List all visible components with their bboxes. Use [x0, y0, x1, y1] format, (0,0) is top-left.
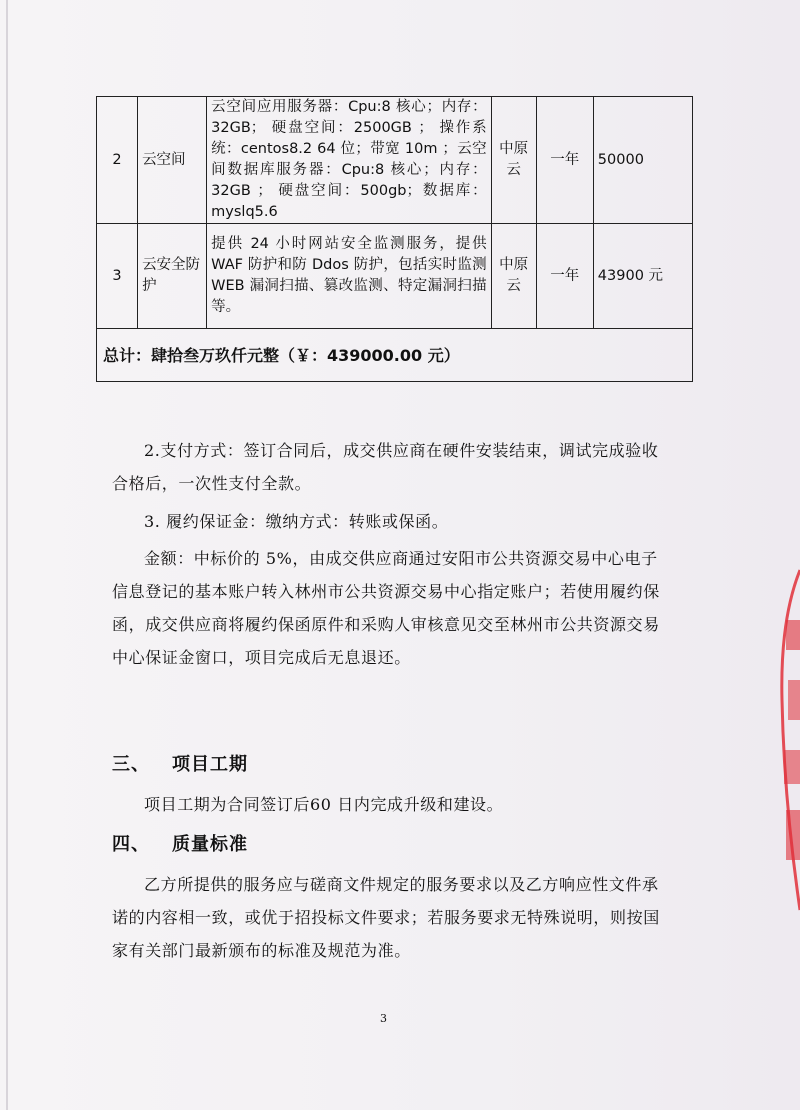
section-heading-quality [112, 830, 248, 856]
table-total-row [97, 329, 693, 382]
guarantee-amount-paragraph: 金额：中标价的 5%，由成交供应商通过安阳市公共资源交易中心电子信息登记的基本账户转入林州市公共资源交易中心指定账户；若使用履约保函，成交供应商将履约保函原件和采购人审核意见交至林州市公共资源交易中心保证金窗口，项目完成后无息退还。 [112, 549, 660, 667]
section-title: 项目工期 [172, 754, 248, 775]
schedule-paragraph: 项目工期为合同签订后60 日内完成升级和建设。 [144, 795, 504, 814]
seal-stamp-partial [760, 560, 800, 920]
item-brand: 中原云 [491, 97, 536, 224]
guarantee-title: 3. 履约保证金：缴纳方式：转账或保函。 [144, 512, 449, 531]
item-description: 提供 24 小时网站安全监测服务，提供 WAF 防护和防 Ddos 防护，包括实时监测 WEB 漏洞扫描、篡改监测、特定漏洞扫描等。 [207, 224, 491, 329]
total-amount: 总计：肆拾叁万玖仟元整（￥：439000.00 元） [97, 329, 693, 382]
row-number: 2 [97, 97, 138, 224]
item-name: 云安全防护 [138, 224, 207, 329]
section-heading-schedule [112, 750, 248, 776]
binding-edge [6, 0, 8, 1110]
section-number: 三、 [112, 754, 150, 775]
payment-paragraph: 2.支付方式：签订合同后，成交供应商在硬件安装结束，调试完成验收合格后，一次性支付全款。 [112, 441, 659, 493]
page-number: 3 [380, 1012, 387, 1025]
section-number: 四、 [112, 834, 150, 855]
item-price: 43900 元 [593, 224, 692, 329]
item-period: 一年 [536, 97, 593, 224]
service-table [96, 96, 693, 382]
item-period: 一年 [536, 224, 593, 329]
quality-paragraph: 乙方所提供的服务应与磋商文件规定的服务要求以及乙方响应性文件承诺的内容相一致，或优于招投标文件要求；若服务要求无特殊说明，则按国家有关部门最新颁布的标准及规范为准。 [112, 875, 660, 960]
section-title: 质量标准 [172, 834, 248, 855]
item-price: 50000 [593, 97, 692, 224]
item-name: 云空间 [138, 97, 207, 224]
row-number: 3 [97, 224, 138, 329]
table-row [97, 224, 693, 329]
table-row [97, 97, 693, 224]
item-brand: 中原云 [491, 224, 536, 329]
item-description: 云空间应用服务器：Cpu:8 核心；内存：32GB； 硬盘空间：2500GB ； 操作系统：centos8.2 64 位；带宽 10m ；云空间数据库服务器：Cpu:8 核心；内存：32GB ； 硬盘空间：500gb；数据库：myslq5.6 [207, 97, 491, 224]
